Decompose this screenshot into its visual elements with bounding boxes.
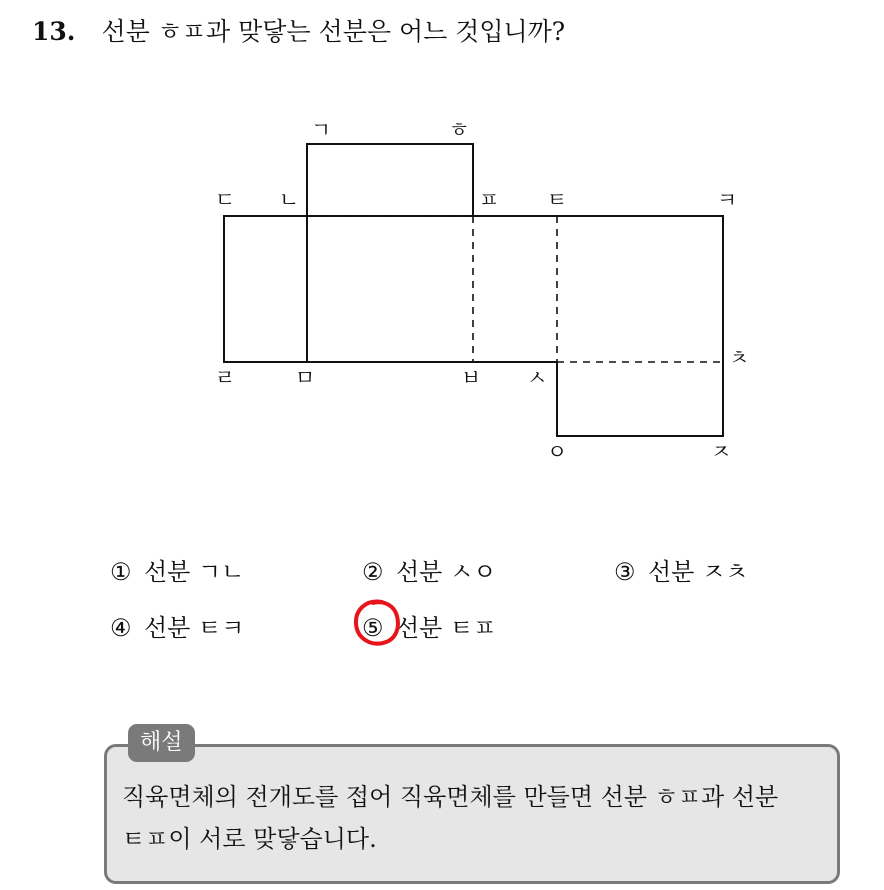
choice-mark: ② <box>362 558 384 586</box>
solution-tag: 해설 <box>128 724 195 762</box>
solution-text <box>122 776 834 860</box>
vertex-label: ㄴ <box>278 188 300 212</box>
vertex-label: ㄱ <box>310 118 332 142</box>
vertex-label: ㅈ <box>710 440 732 464</box>
solution-line: 직육면체의 전개도를 접어 직육면체를 만들면 선분 ㅎㅍ과 선분 <box>122 783 779 811</box>
vertex-label: ㅇ <box>546 440 568 464</box>
vertex-label: ㅎ <box>448 118 470 142</box>
choice-text: 선분 ㅌㅋ <box>144 614 245 642</box>
vertex-label: ㄹ <box>214 366 236 390</box>
choice-1[interactable] <box>110 552 244 587</box>
choice-2[interactable] <box>362 552 496 587</box>
net-face-top <box>307 144 473 216</box>
choice-4[interactable] <box>110 608 244 643</box>
answer-circle-mark <box>352 598 402 648</box>
vertex-label: ㅌ <box>546 188 568 212</box>
vertex-label: ㅋ <box>716 188 738 212</box>
choice-mark: ④ <box>110 614 132 642</box>
choice-text: 선분 ㅅㅇ <box>396 558 497 586</box>
choice-mark: ③ <box>614 558 636 586</box>
choice-mark: ⑤ <box>362 614 384 642</box>
net-face-left <box>224 216 307 362</box>
question-number: 13. <box>32 17 76 46</box>
vertex-label: ㅊ <box>728 346 750 370</box>
vertex-label: ㅂ <box>460 366 482 390</box>
choice-mark: ① <box>110 558 132 586</box>
vertex-label: ㅍ <box>478 188 500 212</box>
net-face-right <box>557 216 723 436</box>
choice-text: 선분 ㄱㄴ <box>144 558 245 586</box>
solution-line: ㅌㅍ이 서로 맞닿습니다. <box>122 825 377 853</box>
vertex-label: ㅁ <box>294 366 316 390</box>
choice-text: 선분 ㅈㅊ <box>648 558 749 586</box>
vertex-label: ㄷ <box>214 188 236 212</box>
question-text: 선분 ㅎㅍ과 맞닿는 선분은 어느 것입니까? <box>101 17 566 46</box>
choice-3[interactable] <box>614 552 748 587</box>
choice-text: 선분 ㅌㅍ <box>396 614 497 642</box>
vertex-label: ㅅ <box>526 366 548 390</box>
